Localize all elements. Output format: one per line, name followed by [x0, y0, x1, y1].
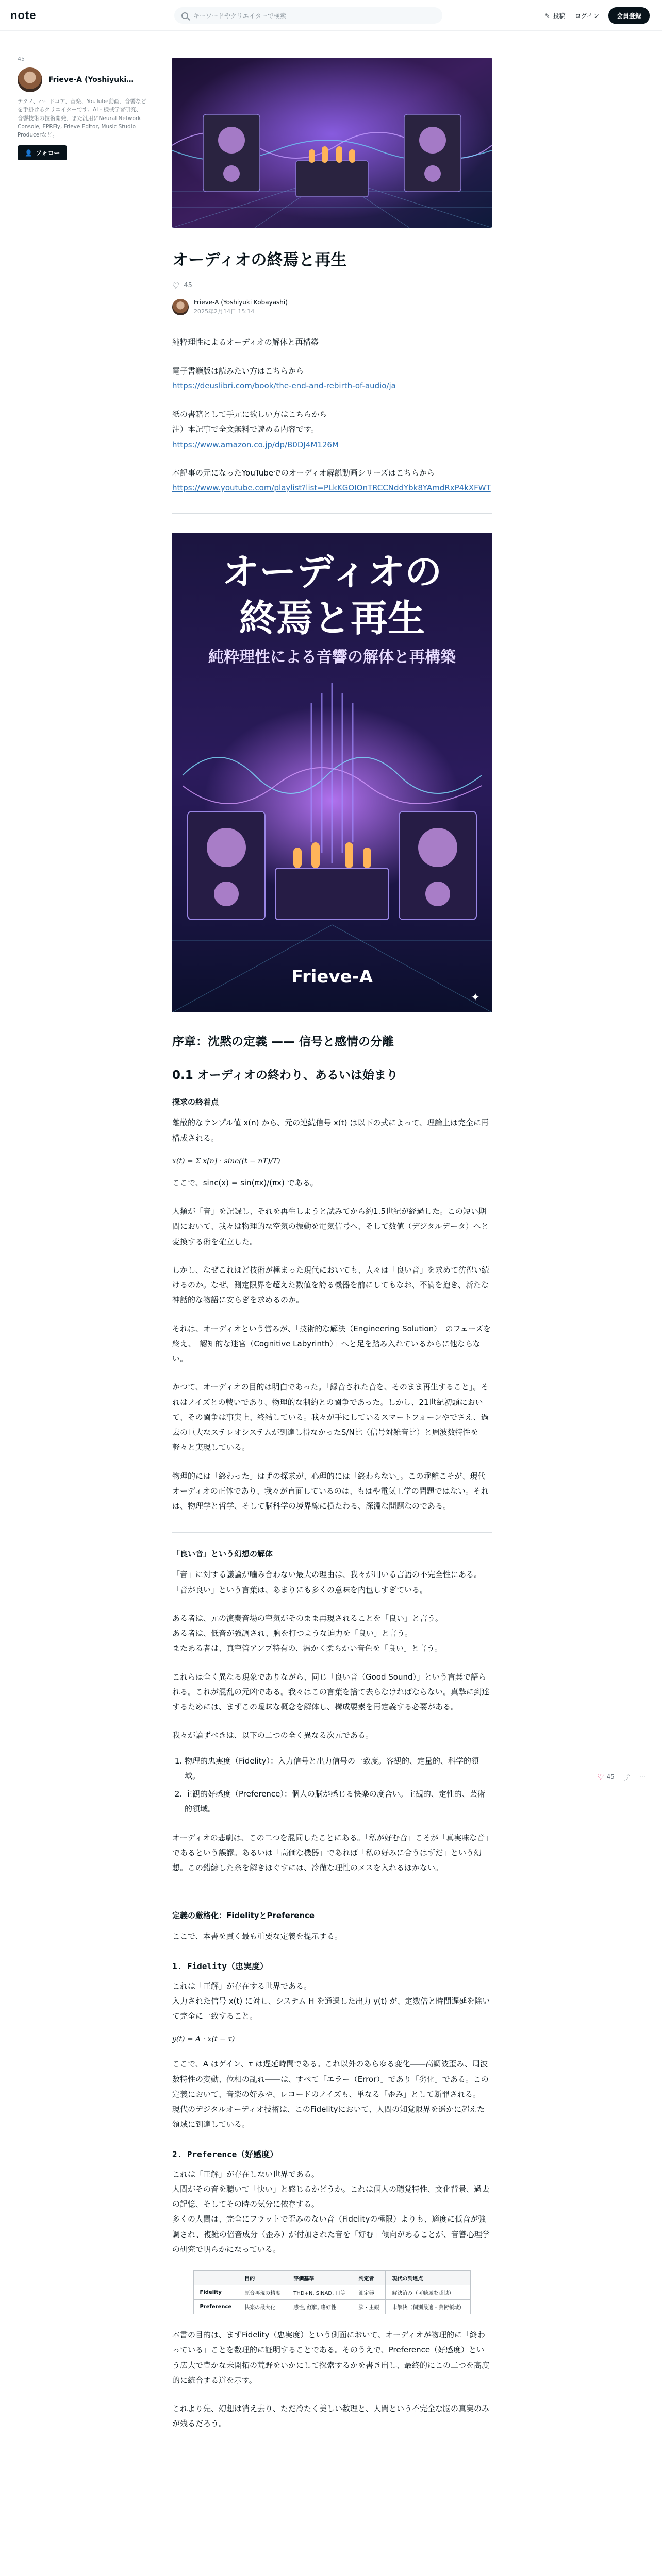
- table-header: 判定者: [352, 2271, 386, 2285]
- floating-actions: [597, 1772, 646, 1782]
- more-icon[interactable]: ⋯: [639, 1773, 646, 1781]
- paragraph: ある者は、元の演奏音場の空気がそのまま再現されることを「良い」と言う。 ある者は、低音が強調され、胸を打つような迫力を「良い」と言う。 またある者は、真空管アンプ特有の、温かく柔らかい音色を「良い」と言う。: [172, 1613, 443, 1653]
- search-bar[interactable]: [174, 7, 442, 24]
- divider: [172, 513, 492, 514]
- cover-author: Frieve-A: [291, 967, 373, 988]
- table-cell: Preference: [193, 2300, 238, 2314]
- hero-image: [172, 58, 492, 228]
- sparkle-icon: ✦: [470, 991, 481, 1005]
- comparison-table: [193, 2270, 471, 2314]
- paragraph: これより先、幻想は消え去り、ただ冷たく美しい数理と、人間という不完全な脳の真実のみが残るだろう。: [172, 2404, 490, 2429]
- list-item: 1. 物理的忠実度（Fidelity）：入力信号と出力信号の一致度。客観的、定量的、科学的領域。: [185, 1754, 492, 1784]
- author-name[interactable]: Frieve-A (Yoshiyuki…: [48, 75, 134, 84]
- paragraph: それは、オーディオという営みが、「技術的な解決（Engineering Solution）」のフェーズを終え、「認知的な迷宮（Cognitive Labyrinth）」へと足を踏み入れているからに他ならない。: [172, 1324, 491, 1364]
- login-button[interactable]: ログイン: [574, 12, 599, 20]
- table-cell: 未解決（個別最適・芸術領域）: [386, 2300, 471, 2314]
- intro-line-4: 紙の書籍として手元に欲しい方はこちらから: [172, 410, 327, 419]
- prologue-heading: 序章：沈黙の定義 —— 信号と感情の分離: [172, 1035, 394, 1049]
- signup-button[interactable]: 会員登録: [608, 7, 650, 24]
- search-icon: [181, 12, 188, 19]
- fidelity-heading: 1. Fidelity（忠実度）: [172, 1961, 268, 1971]
- paragraph: かつて、オーディオの目的は明白であった。「録音された音を、そのまま再生すること」。それはノイズとの戦いであり、物理的な制約との闘争であった。しかし、21世紀初頭において、その闘争は事実上、終結している。我々が手にしているスマートフォーンやでさえ、過去の巨大なステレオシステムが到達し得なかったS/N比（信号対雑音比）と周波数特性を軽々と実現している。: [172, 1382, 489, 1452]
- follow-button[interactable]: 👤 フォロー: [18, 145, 67, 160]
- author-avatar[interactable]: [172, 299, 189, 315]
- table-header: 評価基準: [287, 2271, 352, 2285]
- floating-like-count: 45: [606, 1773, 615, 1781]
- table-cell: 脳・主観: [352, 2300, 386, 2314]
- article-title: オーディオの終焉と再生: [172, 251, 347, 269]
- table-header: [193, 2271, 238, 2285]
- table-row: [193, 2285, 471, 2300]
- formula-2: y(t) = A · x(t − τ): [172, 2035, 235, 2044]
- avatar[interactable]: [18, 67, 42, 92]
- table-row: [193, 2300, 471, 2314]
- table-cell: 感性, 経験, 嗜好性: [287, 2300, 352, 2314]
- section-heading: 0.1 オーディオの終わり、あるいは始まり: [172, 1068, 398, 1082]
- paragraph: 物理的には「終わった」はずの探求が、心理的には「終わらない」。この乖離こそが、現代オーディオの正体であり、我々が直面しているのは、もはや電気工学の問題ではない。それは、物理学と哲学、そして脳科学の境界線に横たわる、深淵な問題なのである。: [172, 1471, 489, 1511]
- list-item: 2. 主観的好感度（Preference）：個人の脳が感じる快楽の度合い。主観的、定性的、芸術的領域。: [185, 1787, 492, 1817]
- ebook-link[interactable]: https://deuslibri.com/book/the-end-and-rebirth-of-audio/ja: [172, 381, 396, 391]
- author-name-inline[interactable]: Frieve-A (Yoshiyuki Kobayashi): [194, 299, 288, 307]
- heart-icon[interactable]: ♡: [172, 281, 180, 291]
- amazon-link[interactable]: https://www.amazon.co.jp/dp/B0DJ4M126M: [172, 439, 339, 449]
- intro-line-7: 本記事の元になったYouTubeでのオーディオ解説動画シリーズはこちらから: [172, 468, 435, 478]
- like-count: 45: [184, 282, 192, 290]
- paragraph: 離散的なサンプル値 x(n) から、元の連続信号 x(t) は以下の式によって、理論上は完全に再構成される。: [172, 1118, 489, 1143]
- table-header: 目的: [238, 2271, 287, 2285]
- paragraph: これらは全く異なる現象でありながら、同じ「良い音（Good Sound）」という言葉で語られる。これが混乱の元凶である。我々はこの言葉を捨て去らなければならない。真摯に到達するためには、まずこの曖昧な概念を解体し、構成要素を再定義する必要がある。: [172, 1672, 490, 1712]
- follow-icon: 👤: [25, 149, 32, 157]
- cover-subtitle: 純粋理性による音響の解体と再構築: [208, 648, 456, 667]
- intro-line-1: 純粋理性によるオーディオの解体と再構築: [172, 337, 319, 347]
- table-cell: 測定器: [352, 2285, 386, 2300]
- floating-like-button[interactable]: [597, 1772, 615, 1782]
- paragraph: 我々が論ずべきは、以下の二つの全く異なる次元である。: [172, 1731, 373, 1740]
- intro-line-5: 注）本記事で全文無料で読める内容です。: [172, 425, 319, 434]
- paragraph: 人類が「音」を記録し、それを再生しようと試みてから約1.5世紀が経過した。この短い期間において、我々は物理的な空気の振動を電気信号へ、そして数値（デジタルデータ）へと変換する術を確立した。: [172, 1207, 489, 1246]
- intro-line-2: 電子書籍版は読みたい方はこちらから: [172, 366, 304, 376]
- pen-icon: ✎: [544, 12, 550, 20]
- table-header: 現代の到達点: [386, 2271, 471, 2285]
- preference-heading: 2. Preference（好感度）: [172, 2149, 278, 2159]
- paragraph: これは「正解」が存在しない世界である。 人間がその音を聴いて「快い」と感じるかどうか。これは個人の聴覚特性、文化背景、過去の記憶、そしてその時の気分に依存する。 多くの人間は、完全にフラットで歪みのない音（Fidelityの極限）よりも、適度に低音が強調され、複雑の倍音成分（歪み）が付加された音を「好む」傾向があることが、音響心理学の研究で明らかになっている。: [172, 2169, 490, 2254]
- heart-icon: ♡: [597, 1772, 604, 1782]
- sidebar-label: 45: [18, 56, 25, 62]
- paragraph: ここで、本書を貫く最も重要な定義を提示する。: [172, 1931, 342, 1941]
- author-description: テクノ、ハードコア、音楽、YouTube動画、音響などを手掛けるクリエイターです。AI・機械学習研究、音響技術の技術開発、また汎用にNeural Network Console, EPRFiy, Frieve Editor, Music Studio Producerなど。: [18, 98, 146, 139]
- table-header-row: [193, 2271, 471, 2285]
- post-button[interactable]: ✎ 投稿: [544, 12, 566, 20]
- paragraph: これは「正解」が存在する世界である。 入力された信号 x(t) に対し、システム H を通過した出力 y(t) が、定数倍と時間遅延を除いて完全に一致すること。: [172, 1981, 490, 2021]
- search-input[interactable]: キーワードやクリエイターで検索: [193, 12, 286, 20]
- book-cover-image: [172, 533, 492, 1012]
- paragraph: しかし、なぜこれほど技術が極まった現代においても、人々は「良い音」を求めて彷徨い続けるのか。なぜ、測定限界を超えた数値を誇る機器を前にしてもなお、不満を抱き、新たな神話的な物語に安らぎを求めるのか。: [172, 1265, 490, 1305]
- formula-1: x(t) = Σ x[n] · sinc((t − nT)/T): [172, 1157, 280, 1165]
- article: [172, 58, 492, 2432]
- table-cell: Fidelity: [193, 2285, 238, 2300]
- author-sidebar: [18, 56, 146, 160]
- note-logo[interactable]: note: [10, 8, 37, 22]
- paragraph: 本書の目的は、まずFidelity（忠実度）という側面において、オーディオが物理的に「終わっている」ことを数理的に証明することである。そのうえで、Preference（好感度）という広大で豊かな未開拓の荒野をいかにして探索するかを書き出し、最終的にこの二つを高度的に統合する道を示す。: [172, 2330, 490, 2385]
- paragraph: 「音」に対する議論が噛み合わない最大の理由は、我々が用いる言語の不完全性にある。「音が良い」という言葉は、あまりにも多くの意味を内包しすぎている。: [172, 1570, 482, 1595]
- paragraph: ここで、A はゲイン、τ は遅延時間である。これ以外のあらゆる変化――高調波歪み、周波数特性の変動、位相の乱れ――は、すべて「エラー（Error）」であり「劣化」である。この定義において、音楽の好みや、レコードのノイズも、単なる「歪み」として断罪される。 現代のデジタルオーディオ技術は、このFidelityにおいて、人間の知覚限界を遥かに超えた領域に到達している。: [172, 2059, 489, 2129]
- publish-date: 2025年2月14日 15:14: [194, 308, 255, 315]
- definition-list: [172, 1754, 492, 1817]
- cover-title-line1: オーディオの: [222, 550, 442, 594]
- table-cell: 原音再現の精度: [238, 2285, 287, 2300]
- share-icon[interactable]: ⤴: [623, 1773, 630, 1781]
- cover-title-line2: 終焉と再生: [239, 597, 425, 640]
- youtube-link[interactable]: https://www.youtube.com/playlist?list=PLkKGOIOnTRCCNddYbk8YAmdRxP4kXFWT: [172, 483, 491, 493]
- site-header: [0, 0, 662, 31]
- paragraph: オーディオの悲劇は、この二つを混同したことにある。「私が好む音」こそが「真実味な音」であるという誤謬。あるいは「高価な機器」であれば「私の好みに合うはずだ」という幻想。この錯綜した糸を解きほぐすには、冷徹な理性のメスを入れるほかない。: [172, 1833, 489, 1873]
- subheading-2: 「良い音」という幻想の解体: [172, 1532, 492, 1559]
- table-cell: 解決済み（可聴域を超越）: [386, 2285, 471, 2300]
- subheading-3: 定義の厳格化：FidelityとPreference: [172, 1894, 492, 1921]
- table-cell: 快楽の最大化: [238, 2300, 287, 2314]
- table-cell: THD+N, SINAD, 円等: [287, 2285, 352, 2300]
- paragraph: ここで、sinc(x) = sin(πx)/(πx) である。: [172, 1178, 318, 1188]
- subheading-1: 探求の終着点: [172, 1097, 219, 1107]
